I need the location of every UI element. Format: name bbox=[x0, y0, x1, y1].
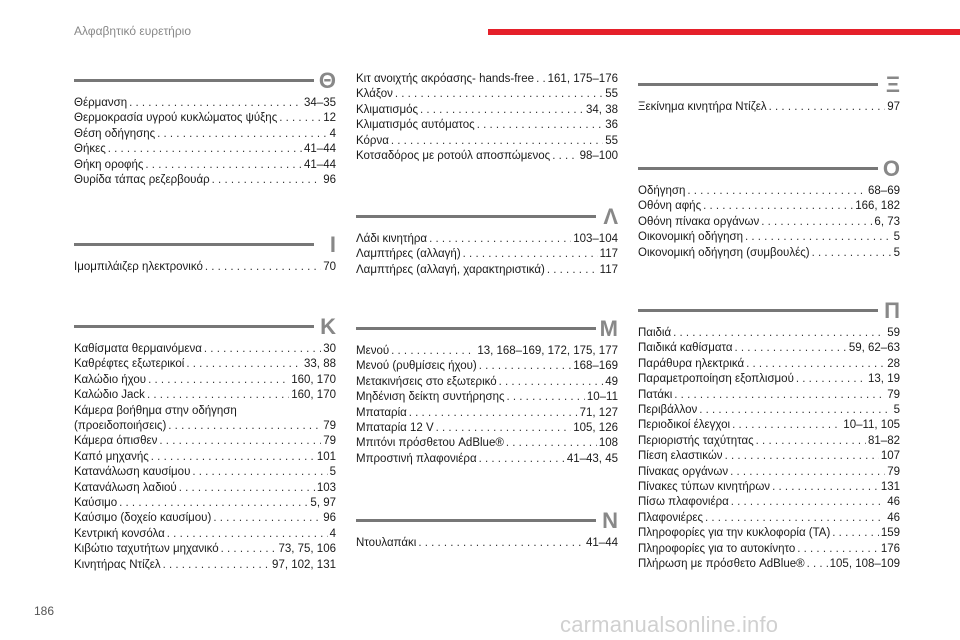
entry-pages: 105, 126 bbox=[573, 422, 618, 435]
entry-pages: 13, 19 bbox=[868, 373, 900, 386]
section-letter: Ι bbox=[329, 232, 336, 257]
entry-text: Κλάξον bbox=[356, 88, 393, 101]
entry-pages: 46 bbox=[887, 511, 900, 524]
entry-text: Καθίσματα θερμαινόμενα bbox=[74, 343, 202, 355]
index-entry bbox=[74, 96, 336, 111]
entry-pages: 41–44 bbox=[304, 158, 336, 171]
entry-pages: 131 bbox=[880, 481, 900, 494]
index-entry bbox=[74, 388, 336, 403]
section-divider bbox=[74, 243, 314, 246]
entry-pages: 5 bbox=[893, 246, 900, 259]
index-entry bbox=[74, 511, 336, 526]
entry-text: Μπαταρία bbox=[356, 406, 407, 419]
entry-text: Θήκες bbox=[74, 143, 106, 156]
index-entry bbox=[638, 495, 900, 510]
dot-leader bbox=[168, 419, 321, 434]
entry-text: Καλώδιο Jack bbox=[74, 389, 145, 402]
section-divider bbox=[638, 309, 878, 312]
index-entry bbox=[638, 100, 900, 115]
entry-text: Πατάκι bbox=[638, 388, 673, 401]
entry-text: Καύσιμο (δοχείο καυσίμου) bbox=[74, 512, 212, 525]
dot-leader bbox=[395, 87, 603, 102]
dot-leader bbox=[205, 260, 321, 275]
section-letter: Π bbox=[884, 298, 900, 323]
entry-text: Μενού bbox=[356, 345, 390, 357]
entry-text: Πίεση ελαστικών bbox=[638, 450, 723, 463]
entry-pages: 5 bbox=[329, 466, 336, 479]
entry-text: Μετακινήσεις στο εξωτερικό bbox=[356, 375, 497, 388]
entry-text: Κατανάλωση καυσίμου bbox=[74, 466, 191, 479]
section-entries bbox=[356, 344, 618, 467]
dot-leader bbox=[746, 357, 885, 372]
index-entry bbox=[74, 357, 336, 372]
entry-text: Θυρίδα τάπας ρεζερβουάρ bbox=[74, 174, 210, 187]
dot-leader bbox=[221, 542, 277, 557]
index-entry bbox=[356, 263, 618, 278]
entry-pages: 105, 108–109 bbox=[829, 558, 900, 571]
entry-pages: 41–44 bbox=[586, 537, 618, 549]
dot-leader bbox=[159, 434, 321, 449]
section-entries bbox=[356, 232, 618, 278]
entry-text: Παιδιά bbox=[638, 327, 672, 339]
index-entry bbox=[356, 72, 618, 87]
section-entries bbox=[356, 536, 618, 551]
index-entry bbox=[74, 542, 336, 557]
entry-pages: 168–169 bbox=[573, 360, 618, 373]
entry-text: Πλήρωση με πρόσθετο AdBlue® bbox=[638, 558, 805, 571]
dot-leader bbox=[807, 557, 828, 572]
dot-leader bbox=[186, 357, 302, 372]
dot-leader bbox=[673, 326, 885, 341]
entry-pages: 71, 127 bbox=[579, 406, 618, 419]
dot-leader bbox=[507, 390, 585, 405]
entry-text: Μηδένιση δείκτη συντήρησης bbox=[356, 391, 505, 404]
entry-pages: 10–11, 105 bbox=[843, 419, 900, 432]
index-entry bbox=[74, 434, 336, 449]
watermark: carmanualsonline.info bbox=[560, 612, 779, 637]
dot-leader bbox=[418, 536, 584, 551]
entry-pages: 166, 182 bbox=[855, 200, 900, 213]
entry-pages: 79 bbox=[887, 388, 900, 401]
section-header bbox=[74, 68, 336, 96]
entry-text: Θερμοκρασία υγρού κυκλώματος ψύξης bbox=[74, 112, 278, 125]
dot-leader bbox=[145, 158, 302, 173]
dot-leader bbox=[147, 388, 289, 403]
dot-leader bbox=[499, 375, 604, 390]
entry-pages: 55 bbox=[605, 88, 618, 101]
index-entry bbox=[638, 388, 900, 403]
dot-leader bbox=[477, 118, 604, 133]
entry-pages: 34, 38 bbox=[586, 103, 618, 116]
index-entry bbox=[356, 344, 618, 359]
dot-leader bbox=[119, 496, 308, 511]
entry-text: Περιβάλλον bbox=[638, 404, 698, 417]
index-entry bbox=[74, 111, 336, 126]
section-letter: Μ bbox=[599, 316, 618, 341]
index-entry bbox=[356, 390, 618, 405]
entry-pages: 97 bbox=[887, 101, 900, 113]
entry-pages: 81–82 bbox=[868, 434, 900, 447]
entry-text: Κινητήρας Ντίζελ bbox=[74, 558, 161, 571]
entry-pages: 55 bbox=[605, 134, 618, 147]
entry-pages: 79 bbox=[323, 420, 336, 433]
index-entry bbox=[638, 434, 900, 449]
section-divider bbox=[356, 519, 596, 522]
section-letter: Λ bbox=[603, 204, 618, 229]
entry-text: Οικονομική οδήγηση (συμβουλές) bbox=[638, 246, 810, 259]
entry-text: Λαμπτήρες (αλλαγή, χαρακτηριστικά) bbox=[356, 263, 545, 276]
entry-text: Πληροφορίες για την κυκλοφορία (TA) bbox=[638, 527, 831, 540]
index-entry bbox=[356, 118, 618, 133]
entry-text: Οθόνη αφής bbox=[638, 200, 702, 213]
index-entry bbox=[74, 127, 336, 142]
section-letter: Θ bbox=[318, 68, 336, 93]
entry-pages: 30 bbox=[323, 343, 336, 355]
entry-text: Κεντρική κονσόλα bbox=[74, 527, 165, 540]
dot-leader bbox=[213, 511, 321, 526]
section-divider bbox=[74, 325, 314, 328]
dot-leader bbox=[479, 452, 565, 467]
header-accent-bar bbox=[488, 29, 960, 35]
index-section bbox=[638, 72, 900, 115]
dot-leader bbox=[192, 465, 327, 480]
dot-leader bbox=[212, 173, 322, 188]
index-entry bbox=[638, 357, 900, 372]
dot-leader bbox=[179, 481, 315, 496]
entry-text: Περιοδικοί έλεγχοι bbox=[638, 419, 731, 432]
entry-pages: 33, 88 bbox=[304, 358, 336, 371]
dot-leader bbox=[151, 450, 315, 465]
dot-leader bbox=[129, 96, 302, 111]
entry-pages: 117 bbox=[599, 248, 618, 261]
section-entries bbox=[638, 184, 900, 261]
entry-text: Πίνακες τύπων κινητήρων bbox=[638, 481, 771, 494]
entry-pages: 46 bbox=[887, 496, 900, 509]
index-entry bbox=[74, 142, 336, 157]
dot-leader bbox=[745, 230, 892, 245]
entry-pages: 70 bbox=[323, 261, 336, 273]
index-entry bbox=[74, 496, 336, 511]
entry-text: Θήκη οροφής bbox=[74, 158, 144, 171]
index-entry bbox=[638, 480, 900, 495]
entry-pages: 103 bbox=[316, 481, 336, 494]
entry-pages: 98–100 bbox=[579, 150, 618, 163]
entry-text: Καύσιμο bbox=[74, 497, 118, 510]
entry-text: Πληροφορίες για το αυτοκίνητο bbox=[638, 542, 796, 555]
index-entry bbox=[74, 419, 336, 434]
section-header bbox=[356, 316, 618, 344]
index-entry bbox=[356, 359, 618, 374]
dot-leader bbox=[409, 406, 578, 421]
index-entry bbox=[638, 526, 900, 541]
entry-pages: 68–69 bbox=[868, 185, 900, 197]
entry-pages: 96 bbox=[323, 512, 336, 525]
dot-leader bbox=[391, 134, 603, 149]
entry-text: Πίνακας οργάνων bbox=[638, 465, 729, 478]
entry-text: Θέρμανση bbox=[74, 97, 128, 109]
entry-pages: 6, 73 bbox=[874, 215, 900, 228]
entry-text: Μενού (ρυθμίσεις ήχου) bbox=[356, 360, 477, 373]
index-entry bbox=[74, 527, 336, 542]
index-entry bbox=[356, 149, 618, 164]
entry-pages: 41–43, 45 bbox=[566, 452, 618, 465]
index-entry bbox=[356, 406, 618, 421]
entry-pages: 103–104 bbox=[573, 233, 618, 245]
dot-leader bbox=[163, 558, 270, 573]
dot-leader bbox=[536, 72, 546, 87]
section-entries bbox=[638, 326, 900, 573]
entry-pages: 28 bbox=[887, 357, 900, 370]
dot-leader bbox=[204, 342, 321, 357]
entry-pages: 36 bbox=[605, 119, 618, 132]
section-header bbox=[638, 156, 900, 184]
index-entry bbox=[74, 158, 336, 173]
dot-leader bbox=[436, 421, 572, 436]
index-entry bbox=[638, 557, 900, 572]
entry-text: Οδήγηση bbox=[638, 185, 686, 197]
entry-text: Κλιματισμός bbox=[356, 103, 419, 116]
index-entry bbox=[638, 403, 900, 418]
index-entry bbox=[638, 542, 900, 557]
entry-pages: 79 bbox=[887, 465, 900, 478]
entry-text: Θέση οδήγησης bbox=[74, 127, 156, 140]
index-section bbox=[356, 316, 618, 467]
index-entry bbox=[638, 449, 900, 464]
entry-pages: 160, 170 bbox=[291, 389, 336, 402]
index-entry bbox=[74, 342, 336, 357]
index-entry bbox=[356, 421, 618, 436]
index-entry bbox=[356, 536, 618, 551]
dot-leader bbox=[730, 465, 885, 480]
entry-text: Παραμετροποίηση εξοπλισμού bbox=[638, 373, 794, 386]
entry-text: Κάμερα βοήθημα στην οδήγηση bbox=[74, 404, 237, 417]
dot-leader bbox=[479, 359, 571, 374]
index-entry bbox=[356, 247, 618, 262]
index-entry bbox=[74, 173, 336, 188]
entry-pages: 101 bbox=[316, 450, 336, 463]
entry-pages: 4 bbox=[329, 127, 336, 140]
index-entry bbox=[638, 230, 900, 245]
dot-leader bbox=[796, 372, 866, 387]
index-entry bbox=[356, 87, 618, 102]
entry-pages: 107 bbox=[880, 450, 900, 463]
entry-text: Παράθυρα ηλεκτρικά bbox=[638, 357, 745, 370]
entry-pages: 59 bbox=[887, 327, 900, 339]
entry-pages: 73, 75, 106 bbox=[278, 543, 336, 556]
entry-pages: 159 bbox=[880, 527, 900, 540]
dot-leader bbox=[687, 184, 866, 199]
dot-leader bbox=[761, 215, 872, 230]
entry-pages: 161, 175–176 bbox=[547, 73, 618, 85]
dot-leader bbox=[506, 436, 597, 451]
index-entry bbox=[356, 134, 618, 149]
entry-text: Περιοριστής ταχύτητας bbox=[638, 434, 754, 447]
section-entries bbox=[74, 342, 336, 573]
dot-leader bbox=[463, 247, 598, 262]
entry-pages: 12 bbox=[323, 112, 336, 125]
index-section bbox=[74, 68, 336, 188]
dot-leader bbox=[429, 232, 571, 247]
section-divider bbox=[356, 327, 596, 330]
section-divider bbox=[638, 167, 878, 170]
index-entry bbox=[638, 326, 900, 341]
entry-pages: 117 bbox=[599, 263, 618, 276]
index-entry bbox=[356, 375, 618, 390]
section-entries bbox=[356, 72, 618, 164]
entry-text: Μπιτόνι πρόσθετου AdBlue® bbox=[356, 437, 504, 450]
section-letter: Ξ bbox=[885, 72, 900, 97]
section-divider bbox=[74, 79, 314, 82]
entry-text: Πίσω πλαφονιέρα bbox=[638, 496, 729, 509]
section-header bbox=[356, 204, 618, 232]
section-letter: Ν bbox=[602, 508, 618, 533]
section-divider bbox=[356, 215, 596, 218]
dot-leader bbox=[756, 434, 866, 449]
entry-text: (προειδοποιήσεις) bbox=[74, 420, 167, 433]
entry-text: Κατανάλωση λαδιού bbox=[74, 481, 177, 494]
entry-text: Καπό μηχανής bbox=[74, 450, 149, 463]
entry-pages: 59, 62–63 bbox=[848, 342, 900, 355]
index-entry bbox=[638, 246, 900, 261]
dot-leader bbox=[391, 344, 475, 359]
index-entry bbox=[74, 558, 336, 573]
dot-leader bbox=[420, 103, 584, 118]
index-section bbox=[356, 508, 618, 551]
index-entry bbox=[638, 372, 900, 387]
dot-leader bbox=[167, 527, 328, 542]
dot-leader bbox=[735, 341, 847, 356]
entry-pages: 49 bbox=[605, 375, 618, 388]
index-entry bbox=[356, 103, 618, 118]
dot-leader bbox=[148, 373, 289, 388]
dot-leader bbox=[705, 511, 885, 526]
index-entry bbox=[74, 465, 336, 480]
entry-text: Ιμομπιλάιζερ ηλεκτρονικό bbox=[74, 261, 203, 273]
index-section bbox=[356, 204, 618, 278]
index-entry bbox=[638, 199, 900, 214]
index-entry bbox=[356, 232, 618, 247]
index-section bbox=[638, 298, 900, 573]
entry-text: Κιβώτιο ταχυτήτων μηχανικό bbox=[74, 543, 219, 556]
entry-text: Καθρέφτες εξωτερικοί bbox=[74, 358, 185, 371]
dot-leader bbox=[552, 149, 577, 164]
entry-pages: 5, 97 bbox=[310, 497, 336, 510]
dot-leader bbox=[279, 111, 321, 126]
dot-leader bbox=[797, 542, 879, 557]
index-entry bbox=[74, 373, 336, 388]
index-section bbox=[638, 156, 900, 261]
entry-pages: 108 bbox=[598, 437, 618, 450]
index-entry bbox=[638, 511, 900, 526]
entry-text: Πλαφονιέρες bbox=[638, 511, 704, 524]
entry-text: Κλιματισμός αυτόματος bbox=[356, 119, 475, 132]
section-letter: Κ bbox=[320, 314, 336, 339]
dot-leader bbox=[547, 263, 598, 278]
index-entry bbox=[638, 184, 900, 199]
entry-text: Κόρνα bbox=[356, 134, 389, 147]
dot-leader bbox=[731, 495, 885, 510]
index-entry bbox=[638, 418, 900, 433]
entry-pages: 13, 168–169, 172, 175, 177 bbox=[477, 345, 618, 357]
entry-text: Καλώδιο ήχου bbox=[74, 373, 147, 386]
index-entry bbox=[638, 465, 900, 480]
entry-pages: 5 bbox=[893, 231, 900, 244]
entry-pages: 96 bbox=[323, 174, 336, 187]
section-entries bbox=[638, 100, 900, 115]
entry-text: Ξεκίνημα κινητήρα Ντίζελ bbox=[638, 101, 767, 113]
entry-text: Μπαταρία 12 V bbox=[356, 422, 434, 435]
entry-text: Κιτ ανοιχτής ακρόασης- hands-free bbox=[356, 73, 535, 85]
entry-pages: 5 bbox=[893, 404, 900, 417]
page-number: 186 bbox=[34, 604, 55, 618]
index-section bbox=[356, 72, 618, 164]
index-entry bbox=[356, 452, 618, 467]
header-title: Αλφαβητικό ευρετήριο bbox=[74, 24, 192, 38]
dot-leader bbox=[674, 388, 885, 403]
index-entry bbox=[74, 481, 336, 496]
entry-pages: 10–11 bbox=[586, 391, 618, 404]
dot-leader bbox=[108, 142, 302, 157]
dot-leader bbox=[732, 418, 841, 433]
section-header bbox=[74, 232, 336, 260]
entry-text: Κοτσαδόρος με ροτούλ αποσπώμενος bbox=[356, 150, 551, 163]
entry-text: Κάμερα όπισθεν bbox=[74, 435, 158, 448]
entry-pages: 160, 170 bbox=[291, 373, 336, 386]
entry-pages: 34–35 bbox=[304, 97, 336, 109]
dot-leader bbox=[157, 127, 327, 142]
section-entries bbox=[74, 96, 336, 188]
index-section bbox=[74, 232, 336, 275]
entry-pages: 176 bbox=[880, 542, 900, 555]
entry-text: Ντουλαπάκι bbox=[356, 537, 417, 549]
section-entries bbox=[74, 260, 336, 275]
section-header bbox=[638, 72, 900, 100]
dot-leader bbox=[769, 100, 886, 115]
dot-leader bbox=[699, 403, 891, 418]
dot-leader bbox=[812, 246, 892, 261]
entry-pages: 97, 102, 131 bbox=[272, 558, 336, 571]
index-entry bbox=[356, 436, 618, 451]
section-header bbox=[638, 298, 900, 326]
entry-text: Οθόνη πίνακα οργάνων bbox=[638, 215, 760, 228]
entry-pages: 79 bbox=[323, 435, 336, 448]
dot-leader bbox=[772, 480, 879, 495]
entry-pages: 41–44 bbox=[304, 143, 336, 156]
dot-leader bbox=[832, 526, 879, 541]
index-entry bbox=[638, 341, 900, 356]
entry-pages: 4 bbox=[329, 527, 336, 540]
entry-text: Οικονομική οδήγηση bbox=[638, 231, 744, 244]
index-entry bbox=[74, 260, 336, 275]
section-divider bbox=[638, 83, 878, 86]
index-section bbox=[74, 314, 336, 573]
section-letter: Ο bbox=[882, 156, 900, 181]
section-header bbox=[356, 508, 618, 536]
entry-text: Λαμπτήρες (αλλαγή) bbox=[356, 248, 461, 261]
index-entry bbox=[74, 404, 336, 419]
index-entry bbox=[638, 215, 900, 230]
entry-text: Λάδι κινητήρα bbox=[356, 233, 428, 245]
dot-leader bbox=[703, 199, 853, 214]
index-entry bbox=[74, 450, 336, 465]
entry-text: Παιδικά καθίσματα bbox=[638, 342, 733, 355]
entry-text: Μπροστινή πλαφονιέρα bbox=[356, 452, 477, 465]
section-header bbox=[74, 314, 336, 342]
dot-leader bbox=[725, 449, 879, 464]
